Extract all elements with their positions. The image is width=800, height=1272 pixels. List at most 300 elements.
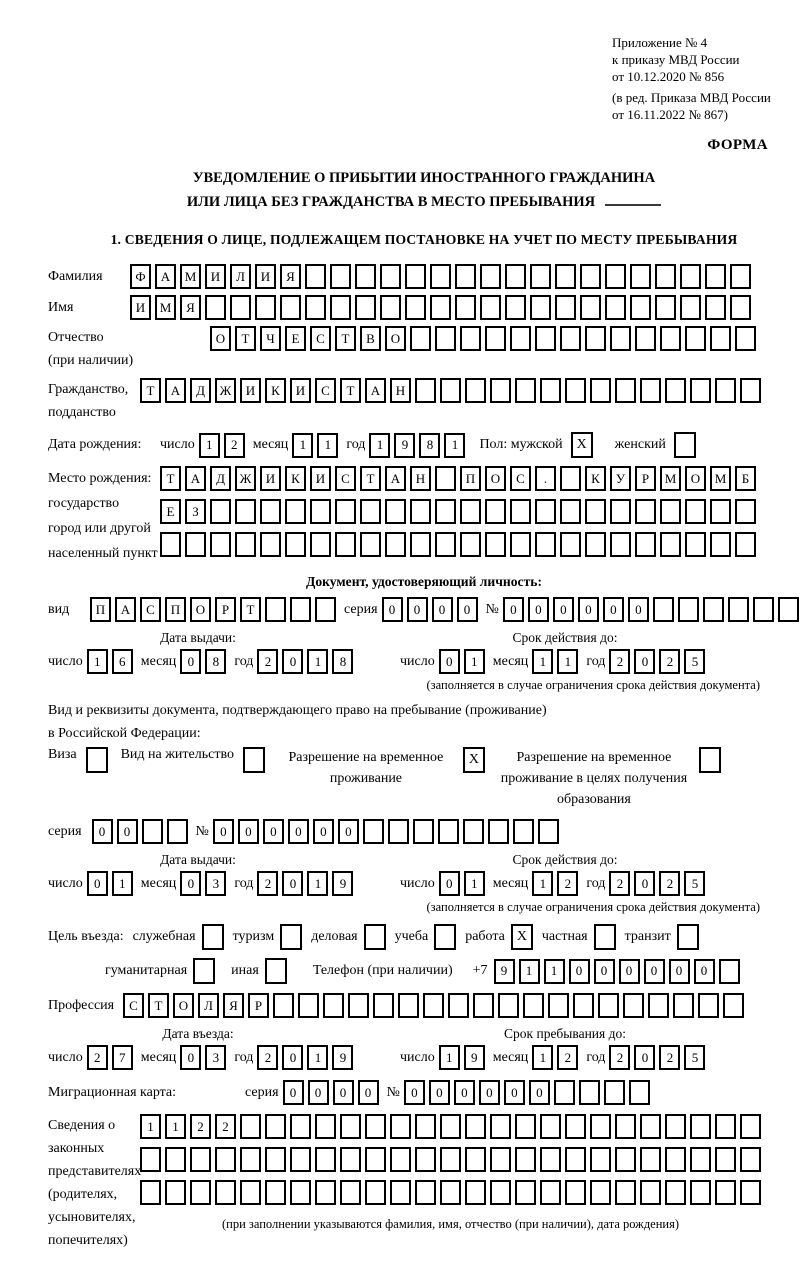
char-cell[interactable]: Ж [215,378,236,403]
char-cell[interactable] [535,532,556,557]
char-cell[interactable]: 0 [338,819,359,844]
char-cell[interactable]: А [155,264,176,289]
char-cell[interactable]: Л [230,264,251,289]
char-cell[interactable] [290,1180,311,1205]
char-cell[interactable]: Р [635,466,656,491]
char-cell[interactable] [435,532,456,557]
char-cell[interactable] [490,1180,511,1205]
char-cell[interactable]: И [130,295,151,320]
char-cell[interactable]: 0 [644,959,665,984]
char-cell[interactable] [560,499,581,524]
char-cell[interactable]: 9 [332,1045,353,1070]
char-cell[interactable] [540,1114,561,1139]
char-cell[interactable] [388,819,409,844]
char-cell[interactable]: 0 [282,649,303,674]
char-cell[interactable] [315,1147,336,1172]
char-cell[interactable] [185,532,206,557]
char-cell[interactable]: 9 [464,1045,485,1070]
char-cell[interactable]: 1 [307,1045,328,1070]
char-cell[interactable]: Е [285,326,306,351]
char-cell[interactable] [485,326,506,351]
char-cell[interactable] [640,378,661,403]
char-cell[interactable] [565,1147,586,1172]
char-cell[interactable] [615,1147,636,1172]
char-cell[interactable] [290,1147,311,1172]
char-cell[interactable] [373,993,394,1018]
char-cell[interactable]: Ф [130,264,151,289]
char-cell[interactable] [630,295,651,320]
char-cell[interactable] [615,378,636,403]
char-cell[interactable] [415,1114,436,1139]
char-cell[interactable] [465,1114,486,1139]
char-cell[interactable]: 0 [429,1080,450,1105]
char-cell[interactable] [555,295,576,320]
temp-permit-checkbox[interactable]: X [463,747,485,773]
char-cell[interactable]: 5 [684,871,705,896]
char-cell[interactable]: С [315,378,336,403]
char-cell[interactable]: Т [340,378,361,403]
char-cell[interactable] [723,993,744,1018]
char-cell[interactable]: 1 [519,959,540,984]
char-cell[interactable] [365,1114,386,1139]
char-cell[interactable]: 1 [165,1114,186,1139]
char-cell[interactable]: Е [160,499,181,524]
char-cell[interactable] [610,532,631,557]
char-cell[interactable] [685,326,706,351]
char-cell[interactable] [460,532,481,557]
char-cell[interactable] [265,597,286,622]
char-cell[interactable]: А [185,466,206,491]
char-cell[interactable] [590,1114,611,1139]
char-cell[interactable] [665,1180,686,1205]
char-cell[interactable]: О [173,993,194,1018]
char-cell[interactable] [515,378,536,403]
char-cell[interactable] [385,532,406,557]
char-cell[interactable]: С [510,466,531,491]
char-cell[interactable]: 0 [358,1080,379,1105]
char-cell[interactable] [240,1180,261,1205]
char-cell[interactable] [530,264,551,289]
char-cell[interactable] [615,1114,636,1139]
char-cell[interactable] [685,499,706,524]
char-cell[interactable] [355,295,376,320]
char-cell[interactable] [348,993,369,1018]
char-cell[interactable]: 1 [369,433,390,458]
char-cell[interactable] [415,1180,436,1205]
char-cell[interactable] [660,326,681,351]
char-cell[interactable] [565,1114,586,1139]
char-cell[interactable]: А [385,466,406,491]
char-cell[interactable] [380,264,401,289]
char-cell[interactable]: Т [360,466,381,491]
char-cell[interactable] [665,1147,686,1172]
char-cell[interactable] [585,326,606,351]
char-cell[interactable] [480,295,501,320]
char-cell[interactable]: 0 [313,819,334,844]
char-cell[interactable] [513,819,534,844]
char-cell[interactable] [405,295,426,320]
char-cell[interactable]: Б [735,466,756,491]
char-cell[interactable]: 2 [257,1045,278,1070]
char-cell[interactable] [560,532,581,557]
char-cell[interactable] [510,532,531,557]
char-cell[interactable] [623,993,644,1018]
char-cell[interactable] [315,597,336,622]
purpose-work-checkbox[interactable]: X [511,924,533,950]
char-cell[interactable]: З [185,499,206,524]
char-cell[interactable]: О [210,326,231,351]
char-cell[interactable] [323,993,344,1018]
char-cell[interactable]: 1 [532,1045,553,1070]
char-cell[interactable] [415,378,436,403]
char-cell[interactable] [465,1147,486,1172]
char-cell[interactable]: 0 [87,871,108,896]
char-cell[interactable] [340,1114,361,1139]
char-cell[interactable]: К [285,466,306,491]
char-cell[interactable]: 0 [282,871,303,896]
char-cell[interactable] [530,295,551,320]
char-cell[interactable]: Ч [260,326,281,351]
purpose-business-checkbox[interactable] [364,924,386,950]
char-cell[interactable]: 0 [454,1080,475,1105]
char-cell[interactable]: Т [240,597,261,622]
char-cell[interactable]: 0 [288,819,309,844]
char-cell[interactable] [604,1080,625,1105]
char-cell[interactable] [605,264,626,289]
char-cell[interactable] [585,532,606,557]
char-cell[interactable]: 1 [532,649,553,674]
char-cell[interactable]: Я [223,993,244,1018]
char-cell[interactable] [210,499,231,524]
char-cell[interactable] [715,1180,736,1205]
char-cell[interactable] [610,326,631,351]
char-cell[interactable] [590,1147,611,1172]
char-cell[interactable] [715,1114,736,1139]
char-cell[interactable] [273,993,294,1018]
char-cell[interactable] [290,597,311,622]
char-cell[interactable] [390,1114,411,1139]
char-cell[interactable]: П [90,597,111,622]
char-cell[interactable] [565,378,586,403]
char-cell[interactable]: О [485,466,506,491]
char-cell[interactable] [290,1114,311,1139]
char-cell[interactable] [410,499,431,524]
char-cell[interactable] [548,993,569,1018]
char-cell[interactable] [365,1180,386,1205]
char-cell[interactable] [340,1180,361,1205]
char-cell[interactable] [705,264,726,289]
char-cell[interactable] [315,1180,336,1205]
char-cell[interactable] [680,295,701,320]
char-cell[interactable]: 1 [112,871,133,896]
char-cell[interactable]: 2 [257,871,278,896]
char-cell[interactable] [505,295,526,320]
char-cell[interactable]: Я [180,295,201,320]
purpose-study-checkbox[interactable] [434,924,456,950]
char-cell[interactable] [730,295,751,320]
char-cell[interactable]: С [140,597,161,622]
visa-checkbox[interactable] [86,747,108,773]
char-cell[interactable] [678,597,699,622]
char-cell[interactable] [580,264,601,289]
char-cell[interactable]: 2 [215,1114,236,1139]
char-cell[interactable]: 3 [205,871,226,896]
char-cell[interactable]: 0 [213,819,234,844]
purpose-transit-checkbox[interactable] [677,924,699,950]
char-cell[interactable]: 2 [609,649,630,674]
char-cell[interactable] [655,264,676,289]
char-cell[interactable]: Р [215,597,236,622]
char-cell[interactable]: 1 [307,649,328,674]
char-cell[interactable]: А [365,378,386,403]
char-cell[interactable] [423,993,444,1018]
char-cell[interactable]: 1 [464,871,485,896]
char-cell[interactable]: 0 [432,597,453,622]
char-cell[interactable]: К [585,466,606,491]
char-cell[interactable] [340,1147,361,1172]
char-cell[interactable] [690,378,711,403]
char-cell[interactable] [160,532,181,557]
char-cell[interactable] [335,499,356,524]
char-cell[interactable]: 2 [659,1045,680,1070]
char-cell[interactable]: 1 [557,649,578,674]
char-cell[interactable]: Я [280,264,301,289]
char-cell[interactable] [554,1080,575,1105]
char-cell[interactable] [363,819,384,844]
char-cell[interactable] [190,1180,211,1205]
char-cell[interactable] [719,959,740,984]
char-cell[interactable] [540,378,561,403]
char-cell[interactable] [605,295,626,320]
char-cell[interactable] [435,326,456,351]
char-cell[interactable] [167,819,188,844]
char-cell[interactable] [715,1147,736,1172]
char-cell[interactable]: 2 [190,1114,211,1139]
char-cell[interactable]: 5 [684,649,705,674]
char-cell[interactable] [715,378,736,403]
char-cell[interactable]: 1 [199,433,220,458]
char-cell[interactable]: 5 [684,1045,705,1070]
char-cell[interactable] [485,532,506,557]
char-cell[interactable] [435,466,456,491]
char-cell[interactable] [598,993,619,1018]
char-cell[interactable] [635,532,656,557]
char-cell[interactable]: 1 [544,959,565,984]
char-cell[interactable] [753,597,774,622]
char-cell[interactable]: 8 [419,433,440,458]
char-cell[interactable]: 0 [282,1045,303,1070]
char-cell[interactable] [690,1147,711,1172]
char-cell[interactable]: 0 [504,1080,525,1105]
char-cell[interactable] [205,295,226,320]
char-cell[interactable] [515,1114,536,1139]
char-cell[interactable]: 0 [594,959,615,984]
char-cell[interactable] [510,326,531,351]
char-cell[interactable] [230,295,251,320]
char-cell[interactable] [235,499,256,524]
char-cell[interactable] [590,1180,611,1205]
char-cell[interactable]: . [535,466,556,491]
char-cell[interactable] [330,295,351,320]
char-cell[interactable]: 0 [634,649,655,674]
char-cell[interactable] [360,532,381,557]
char-cell[interactable] [405,264,426,289]
char-cell[interactable]: 7 [112,1045,133,1070]
char-cell[interactable] [740,1114,761,1139]
char-cell[interactable] [730,264,751,289]
char-cell[interactable] [505,264,526,289]
purpose-humanitarian-checkbox[interactable] [193,958,215,984]
char-cell[interactable]: П [460,466,481,491]
char-cell[interactable] [690,1180,711,1205]
char-cell[interactable] [673,993,694,1018]
char-cell[interactable] [498,993,519,1018]
char-cell[interactable]: 1 [307,871,328,896]
purpose-tourism-checkbox[interactable] [280,924,302,950]
char-cell[interactable]: 0 [457,597,478,622]
char-cell[interactable]: 0 [180,1045,201,1070]
char-cell[interactable]: 2 [609,1045,630,1070]
char-cell[interactable] [615,1180,636,1205]
char-cell[interactable] [330,264,351,289]
char-cell[interactable]: И [260,466,281,491]
char-cell[interactable] [365,1147,386,1172]
char-cell[interactable] [740,378,761,403]
char-cell[interactable]: 0 [578,597,599,622]
char-cell[interactable] [710,326,731,351]
char-cell[interactable] [190,1147,211,1172]
char-cell[interactable] [140,1147,161,1172]
char-cell[interactable] [490,1147,511,1172]
char-cell[interactable]: О [685,466,706,491]
char-cell[interactable] [142,819,163,844]
char-cell[interactable]: 0 [479,1080,500,1105]
char-cell[interactable] [460,499,481,524]
char-cell[interactable]: О [385,326,406,351]
char-cell[interactable]: 2 [87,1045,108,1070]
char-cell[interactable]: Д [210,466,231,491]
char-cell[interactable] [285,499,306,524]
char-cell[interactable] [285,532,306,557]
char-cell[interactable]: 0 [694,959,715,984]
char-cell[interactable]: И [255,264,276,289]
char-cell[interactable] [440,1147,461,1172]
char-cell[interactable]: 0 [603,597,624,622]
char-cell[interactable] [440,1114,461,1139]
char-cell[interactable] [490,378,511,403]
char-cell[interactable] [413,819,434,844]
char-cell[interactable] [655,295,676,320]
char-cell[interactable]: Т [140,378,161,403]
char-cell[interactable]: 2 [659,649,680,674]
char-cell[interactable]: 2 [257,649,278,674]
char-cell[interactable]: И [290,378,311,403]
char-cell[interactable] [735,326,756,351]
char-cell[interactable] [430,264,451,289]
char-cell[interactable]: Р [248,993,269,1018]
char-cell[interactable] [380,295,401,320]
char-cell[interactable] [640,1180,661,1205]
char-cell[interactable]: И [240,378,261,403]
char-cell[interactable] [463,819,484,844]
char-cell[interactable] [265,1180,286,1205]
char-cell[interactable] [265,1147,286,1172]
char-cell[interactable]: 2 [659,871,680,896]
char-cell[interactable] [455,295,476,320]
char-cell[interactable] [580,295,601,320]
char-cell[interactable]: 0 [669,959,690,984]
char-cell[interactable]: 0 [407,597,428,622]
char-cell[interactable] [523,993,544,1018]
char-cell[interactable]: 6 [112,649,133,674]
char-cell[interactable]: А [165,378,186,403]
char-cell[interactable] [535,326,556,351]
char-cell[interactable]: 0 [92,819,113,844]
char-cell[interactable] [240,1147,261,1172]
char-cell[interactable] [705,295,726,320]
char-cell[interactable] [560,466,581,491]
char-cell[interactable]: 1 [532,871,553,896]
char-cell[interactable] [660,532,681,557]
char-cell[interactable] [735,499,756,524]
char-cell[interactable] [555,264,576,289]
char-cell[interactable] [440,378,461,403]
char-cell[interactable] [648,993,669,1018]
char-cell[interactable]: 0 [263,819,284,844]
char-cell[interactable]: 1 [140,1114,161,1139]
char-cell[interactable] [635,499,656,524]
char-cell[interactable] [538,819,559,844]
char-cell[interactable]: 0 [619,959,640,984]
char-cell[interactable] [140,1180,161,1205]
char-cell[interactable] [710,532,731,557]
char-cell[interactable]: 8 [332,649,353,674]
char-cell[interactable]: 0 [439,871,460,896]
char-cell[interactable]: 9 [332,871,353,896]
char-cell[interactable]: 2 [557,871,578,896]
char-cell[interactable] [260,499,281,524]
char-cell[interactable] [215,1180,236,1205]
char-cell[interactable]: Н [390,378,411,403]
char-cell[interactable] [690,1114,711,1139]
char-cell[interactable]: 1 [464,649,485,674]
char-cell[interactable]: Ж [235,466,256,491]
char-cell[interactable] [255,295,276,320]
sex-female-checkbox[interactable] [674,432,696,458]
char-cell[interactable] [665,1114,686,1139]
char-cell[interactable]: И [310,466,331,491]
char-cell[interactable] [540,1147,561,1172]
char-cell[interactable] [460,326,481,351]
char-cell[interactable] [473,993,494,1018]
char-cell[interactable] [480,264,501,289]
char-cell[interactable] [698,993,719,1018]
char-cell[interactable]: С [335,466,356,491]
char-cell[interactable] [640,1114,661,1139]
char-cell[interactable] [510,499,531,524]
char-cell[interactable] [430,295,451,320]
char-cell[interactable] [540,1180,561,1205]
char-cell[interactable]: Т [160,466,181,491]
char-cell[interactable]: Т [235,326,256,351]
char-cell[interactable]: 1 [439,1045,460,1070]
purpose-other-checkbox[interactable] [265,958,287,984]
char-cell[interactable]: П [165,597,186,622]
char-cell[interactable]: А [115,597,136,622]
char-cell[interactable] [165,1180,186,1205]
char-cell[interactable] [710,499,731,524]
char-cell[interactable] [265,1114,286,1139]
